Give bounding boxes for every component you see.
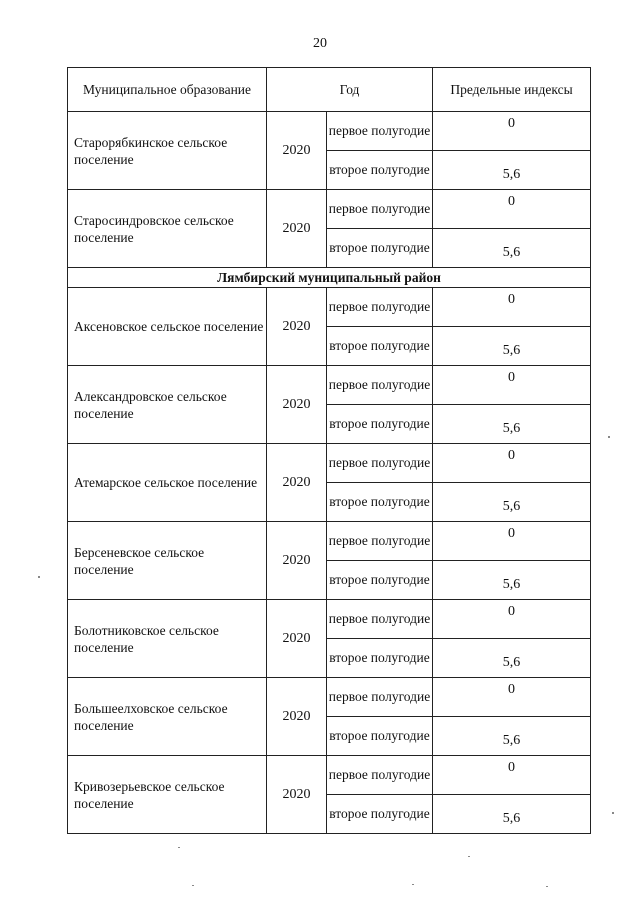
half-year-cell: второе полугодие (327, 561, 433, 600)
scan-speck (608, 436, 610, 438)
year-cell: 2020 (267, 366, 327, 444)
scan-speck (468, 856, 470, 857)
table-body-before (68, 112, 591, 268)
year-cell: 2020 (267, 678, 327, 756)
scan-speck (412, 884, 414, 885)
municipality-cell: Аксеновское сельское поселение (68, 288, 267, 366)
index-value-cell: 0 (433, 522, 591, 561)
table-row (68, 288, 591, 327)
half-year-cell: второе полугодие (327, 717, 433, 756)
municipality-cell: Кривозерьевское сельское поселение (68, 756, 267, 834)
municipality-cell: Старорябкинское сельское поселение (68, 112, 267, 190)
half-year-cell: первое полугодие (327, 522, 433, 561)
scan-speck (38, 576, 40, 578)
table-body-after (68, 288, 591, 834)
year-cell: 2020 (267, 288, 327, 366)
half-year-cell: первое полугодие (327, 756, 433, 795)
year-cell: 2020 (267, 522, 327, 600)
header-indices: Предельные индексы (433, 68, 591, 112)
municipality-cell: Александровское сельское поселение (68, 366, 267, 444)
index-value-cell: 5,6 (433, 229, 591, 268)
page-number: 20 (313, 36, 327, 51)
index-value-cell: 0 (433, 366, 591, 405)
index-value-cell: 0 (433, 190, 591, 229)
header-municipality: Муниципальное образование (68, 68, 267, 112)
index-value-cell: 5,6 (433, 405, 591, 444)
half-year-cell: первое полугодие (327, 288, 433, 327)
index-value-cell: 0 (433, 678, 591, 717)
table-row (68, 444, 591, 483)
table-row (68, 522, 591, 561)
half-year-cell: второе полугодие (327, 229, 433, 268)
index-value-cell: 0 (433, 112, 591, 151)
half-year-cell: первое полугодие (327, 678, 433, 717)
index-value-cell: 5,6 (433, 717, 591, 756)
year-cell: 2020 (267, 600, 327, 678)
year-cell: 2020 (267, 444, 327, 522)
index-value-cell: 5,6 (433, 639, 591, 678)
scan-speck (178, 847, 180, 848)
index-value-cell: 5,6 (433, 151, 591, 190)
half-year-cell: второе полугодие (327, 639, 433, 678)
municipality-cell: Большеелховское сельское поселение (68, 678, 267, 756)
half-year-cell: второе полугодие (327, 327, 433, 366)
table-row (68, 678, 591, 717)
index-value-cell: 5,6 (433, 483, 591, 522)
table-header-row (68, 68, 591, 112)
table-row (68, 112, 591, 151)
municipality-cell: Болотниковское сельское поселение (68, 600, 267, 678)
year-cell: 2020 (267, 756, 327, 834)
indices-table (67, 67, 591, 834)
municipality-cell: Берсеневское сельское поселение (68, 522, 267, 600)
half-year-cell: второе полугодие (327, 151, 433, 190)
district-title: Лямбирский муниципальный район (68, 268, 591, 288)
table-row (68, 756, 591, 795)
municipality-cell: Атемарское сельское поселение (68, 444, 267, 522)
half-year-cell: первое полугодие (327, 190, 433, 229)
half-year-cell: первое полугодие (327, 112, 433, 151)
index-value-cell: 0 (433, 600, 591, 639)
scan-speck (612, 812, 614, 814)
half-year-cell: первое полугодие (327, 366, 433, 405)
index-value-cell: 0 (433, 756, 591, 795)
scan-speck (546, 886, 548, 887)
index-value-cell: 0 (433, 444, 591, 483)
half-year-cell: первое полугодие (327, 444, 433, 483)
year-cell: 2020 (267, 112, 327, 190)
municipality-cell: Старосиндровское сельское поселение (68, 190, 267, 268)
half-year-cell: второе полугодие (327, 405, 433, 444)
index-value-cell: 5,6 (433, 795, 591, 834)
index-value-cell: 0 (433, 288, 591, 327)
header-year: Год (267, 68, 433, 112)
table-row (68, 190, 591, 229)
table-row (68, 600, 591, 639)
half-year-cell: первое полугодие (327, 600, 433, 639)
index-value-cell: 5,6 (433, 327, 591, 366)
table-row (68, 366, 591, 405)
scan-speck (192, 885, 194, 886)
half-year-cell: второе полугодие (327, 795, 433, 834)
half-year-cell: второе полугодие (327, 483, 433, 522)
year-cell: 2020 (267, 190, 327, 268)
district-row (68, 268, 591, 288)
index-value-cell: 5,6 (433, 561, 591, 600)
